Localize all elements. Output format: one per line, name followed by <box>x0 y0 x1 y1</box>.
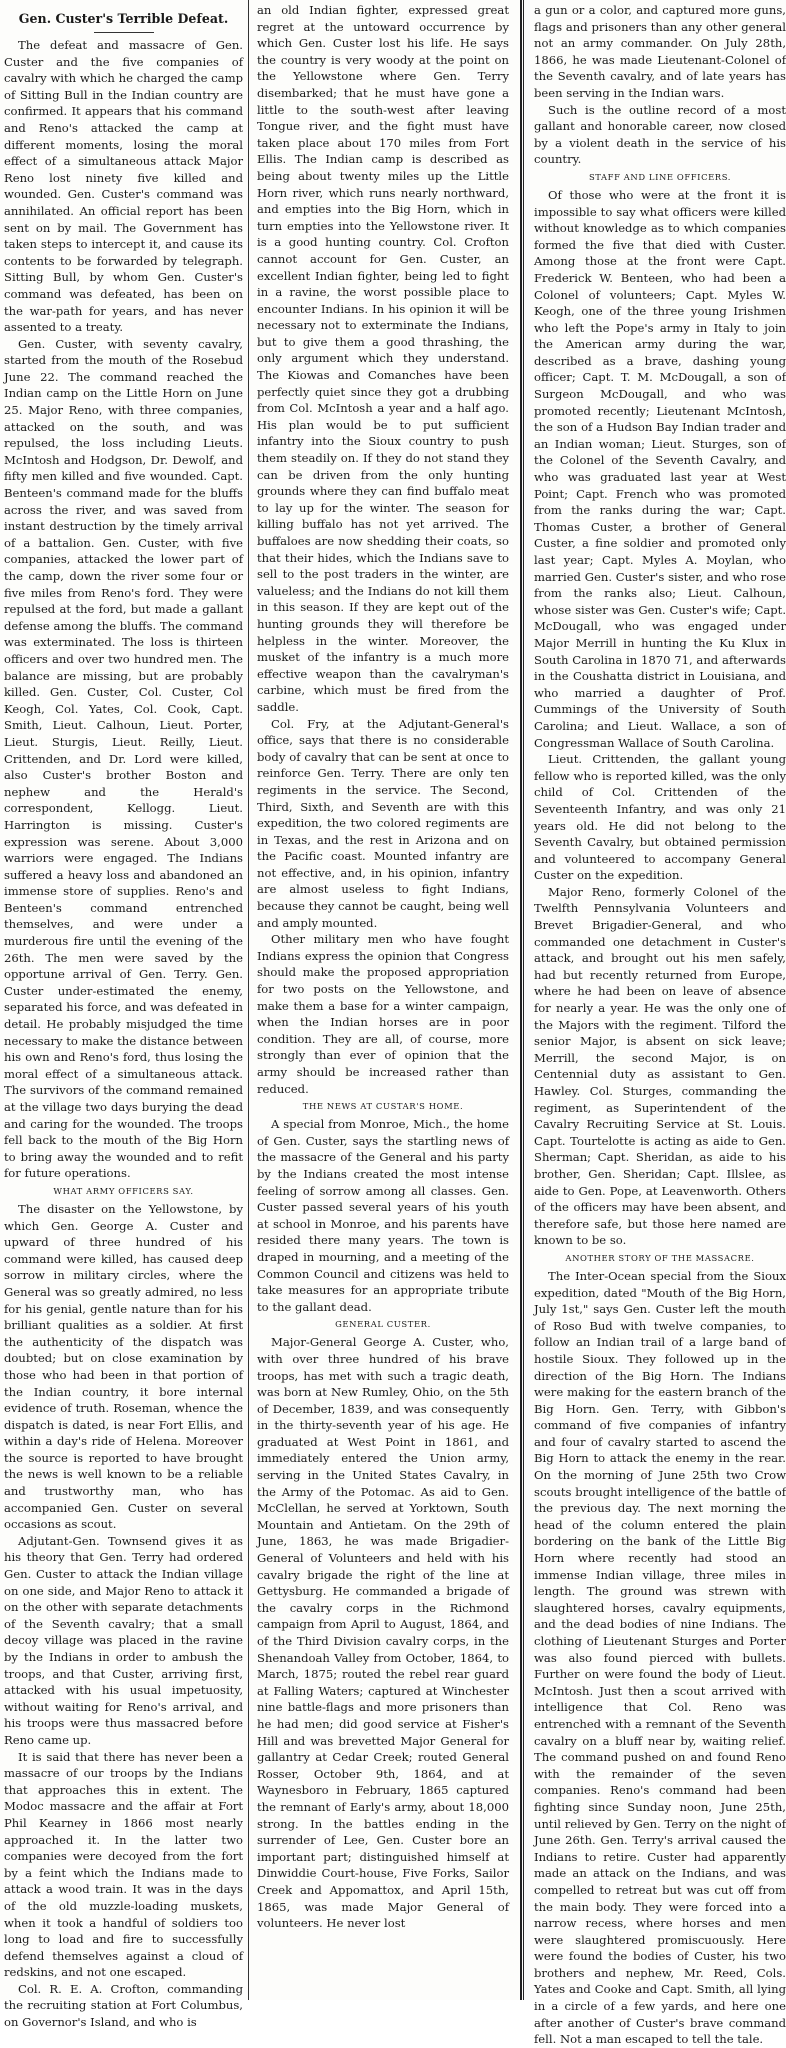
paragraph: Gen. Custer, with seventy cavalry, started from the mouth of the Rosebud June 22. The command reached the Indian camp on the Little Horn on June 25. Major Reno, with three companies, attacked on the south, and was repulsed, the loss including Lieuts. McIntosh and Hodgson, Dr. Dewolf, and fifty men killed and five wounded. Capt. Benteen's command made for the bluffs across the river, and was saved from instant destruction by the timely arrival of a battalion. Gen. Custer, with five companies, attacked the lower part of the camp, down the river some four or five miles from Reno's ford. They were repulsed at the ford, but made a gallant defense among the bluffs. The command was exterminated. The loss is thirteen officers and over two hundred men. The balance are missing, but are probably killed. Gen. Custer, Col. Custer, Col Keogh, Col. Yates, Col. Cook, Capt. Smith, Lieut. Calhoun, Lieut. Porter, Lieut. Sturgis, Lieut. Reilly, Lieut. Crittenden, and Dr. Lord were killed, also Custer's brother Boston and nephew and the Herald's correspondent, Kellogg. Lieut. Harrington is missing. Custer's expression was serene. About 3,000 warriors were engaged. The Indians suffered a heavy loss and abandoned an immense store of supplies. Reno's and Benteen's command entrenched themselves, and were under a murderous fire until the evening of the 26th. The men were saved by the opportune arrival of Gen. Terry. Gen. Custer under-estimated the enemy, separated his force, and was defeated in detail. He probably misjudged the time necessary to make the distance between his own and Reno's ford, thus losing the moral effect of a simultaneous attack. The survivors of the command remained at the village two days burying the dead and caring for the wounded. The troops fell back to the mouth of the Big Horn to bring away the wounded and to refit for future operations. <box>4 336 243 1181</box>
column-2 <box>251 0 515 2000</box>
paragraph: The disaster on the Yellowstone, by which Gen. George A. Custer and upward of three hundred of his command were killed, has caused deep sorrow in military circles, where the General was so greatly admired, no less for his genial, gentle nature than for his brilliant qualities as a soldier. At first the authenticity of the dispatch was doubted; but on close examination by those who had been in that portion of the Indian country, it bore internal evidence of truth. Roseman, whence the dispatch is dated, is near Fort Ellis, and within a day's ride of Helena. Moreover the source is reported to have brought the news is well known to be a reliable and trustworthy man, who has accompanied Gen. Custer on several occasions as scout. <box>4 1201 243 1532</box>
section-heading: STAFF AND LINE OFFICERS. <box>588 171 732 182</box>
section-heading: THE NEWS AT CUSTAR'S HOME. <box>302 1101 464 1112</box>
column-1 <box>0 0 247 2030</box>
paragraph: Col. Fry, at the Adjutant-General's office, says that there is no considerable body of cavalry that can be sent at once to reinforce Gen. Terry. There are only ten regiments in the service. The Second, Third, Sixth, and Seventh are with this expedition, the two colored regiments are in Texas, and the rest in Arizona and on the Pacific coast. Mounted infantry are not effective, and, in his opinion, infantry are almost useless to fight Indians, because they cannot be caught, being well and amply mounted. <box>257 716 509 930</box>
paragraph: Major Reno, formerly Colonel of the Twelfth Pennsylvania Volunteers and Brevet Brigadier-General, and who commanded one detachment in Custer's attack, and brought out his men safely, had but recently returned from Europe, where he had been on leave of absence for nearly a year. He was the only one of the Majors with the regiment. Tilford the senior Major, is absent on sick leave; Merrill, the second Major, is on Centennial duty as assistant to Gen. Hawley. Col. Sturges, commanding the regiment, as Superintendent of the Cavalry Recruiting Service at St. Louis. Capt. Tourtelotte is acting as aide to Gen. Sherman; Capt. Sheridan, as aide to his brother, Gen. Sheridan; Capt. Illslee, as aide to Gen. Pope, at Leavenworth. Others of the officers may have been absent, and therefore safe, but those here named are known to be so. <box>534 884 786 1248</box>
paragraph: It is said that there has never been a massacre of our troops by the Indians that approaches this in extent. The Modoc massacre and the affair at Fort Phil Kearney in 1866 most nearly approached it. In the latter two companies were decoyed from the fort by a feint which the Indians made to attack a wood train. It was in the days of the old muzzle-loading muskets, when it took a handful of soldiers too long to load and fire to successfully defend themselves against a cloud of redskins, and not one escaped. <box>4 1749 243 1980</box>
paragraph: The Inter-Ocean special from the Sioux expedition, dated "Mouth of the Big Horn, July 1st," says Gen. Custer left the mouth of Roso Bud with twelve companies, to follow an Indian trail of a large band of hostile Sioux. They followed up in the direction of the Big Horn. The Indians were making for the eastern branch of the Big Horn. Gen. Terry, with Gibbon's command of five companies of infantry and four of cavalry started to ascend the Big Horn to attack the enemy in the rear. On the morning of June 25th two Crow scouts brought intelligence of the battle of the previous day. The next morning the head of the column entered the plain bordering on the bank of the Little Big Horn where recently had stood an immense Indian village, three miles in length. The ground was strewn with slaughtered horses, cavalry equipments, and the dead bodies of nine Indians. The clothing of Lieutenant Sturges and Porter was also found pierced with bullets. Further on were found the body of Lieut. McIntosh. Just then a scout arrived with intelligence that Col. Reno was entrenched with a remnant of the Seventh cavalry on a bluff near by, waiting relief. The command pushed on and found Reno with the remainder of the seven companies. Reno's command had been fighting since Sunday noon, June 25th, until relieved by Gen. Terry on the night of June 26th. Gen. Terry's arrival caused the Indians to retire. Custer had apparently made an attack on the Indians, and was compelled to retreat but was cut off from the main body. They were forced into a narrow recess, where horses and men were slaughtered promiscuously. Here were found the bodies of Custer, his two brothers and nephew, Mr. Reed, Cols. Yates and Cooke and Capt. Smith, all lying in a circle of a few yards, and here one after another of Custer's brave command fell. Not a man escaped to tell the tale. <box>534 1268 786 2047</box>
paragraph: Such is the outline record of a most gallant and honorable career, now closed by a violent death in the service of his country. <box>534 102 786 167</box>
paragraph: Lieut. Crittenden, the gallant young fellow who is reported killed, was the only child of Col. Crittenden of the Seventeenth Infantry, and was only 21 years old. He did not belong to the Seventh Cavalry, but obtained permission and volunteered to accompany General Custer on the expedition. <box>534 752 786 883</box>
section-heading: GENERAL CUSTER. <box>335 1319 431 1330</box>
paragraph-continued: a gun or a color, and captured more guns, flags and prisoners than any other general not an army commander. On July 28th, 1866, he was made Lieutenant-Colonel of the Seventh cavalry, and of late years has been serving in the Indian wars. <box>534 3 786 100</box>
column-3 <box>526 0 786 2047</box>
section-heading: ANOTHER STORY OF THE MASSACRE. <box>565 1252 755 1263</box>
article-headline: Gen. Custer's Terrible Defeat. <box>4 10 243 33</box>
paragraph: Col. R. E. A. Crofton, commanding the recruiting station at Fort Columbus, on Governor's Island, and who is <box>4 1981 243 2030</box>
paragraph: The defeat and massacre of Gen. Custer and the five companies of cavalry with which he charged the camp of Sitting Bull in the Indian country are confirmed. It appears that his command and Reno's attacked the camp at different moments, losing the moral effect of a simultaneous attack Major Reno lost ninety five killed and wounded. Gen. Custer's command was annihilated. An official report has been sent on by mail. The Government has taken steps to intercept it, and cause its contents to be forwarded by telegraph. Sitting Bull, by whom Gen. Custer's command was defeated, has been on the war-path for years, and has never assented to a treaty. <box>4 38 243 335</box>
column-rule-double <box>523 0 524 2000</box>
paragraph: Major-General George A. Custer, who, with over three hundred of his brave troops, has met with such a tragic death, was born at New Rumley, Ohio, on the 5th of December, 1839, and was consequently in the thirty-seventh year of his age. He graduated at West Point in 1861, and immediately entered the Union army, serving in the United States Cavalry, in the Army of the Potomac. As aid to Gen. McClellan, he served at Yorktown, South Mountain and Antietam. On the 29th of June, 1863, he was made Brigadier-General of Volunteers and held with his cavalry brigade the right of the line at Gettysburg. He commanded a brigade of the cavalry corps in the Richmond campaign from April to August, 1864, and of the Third Division cavalry corps, in the Shenandoah Valley from October, 1864, to March, 1875; routed the rebel rear guard at Falling Waters; captured at Winchester nine battle-flags and more prisoners than he had men; did good service at Fisher's Hill and was brevetted Major General for gallantry at Cedar Creek; routed General Rosser, October 9th, 1864, and at Waynesboro in February, 1865 captured the remnant of Early's army, about 18,000 strong. In the battles ending in the surrender of Lee, Gen. Custer bore an important part; distinguished himself at Dinwiddie Court-house, Five Forks, Sailor Creek and Appomattox, and April 15th, 1865, was made Major General of volunteers. He never lost <box>257 1335 509 1931</box>
column-rule-double <box>520 0 522 2000</box>
paragraph: Adjutant-Gen. Townsend gives it as his theory that Gen. Terry had ordered Gen. Custer to attack the Indian village on one side, and Major Reno to attack it on the other with separate detachments of the Seventh cavalry; that a small decoy village was placed in the ravine by the Indians in order to ambush the troops, and that Custer, arriving first, attacked with his usual impetuosity, without waiting for Reno's arrival, and his troops were thus massacred before Reno came up. <box>4 1533 243 1747</box>
section-heading: WHAT ARMY OFFICERS SAY. <box>53 1185 194 1196</box>
column-rule <box>248 0 249 2000</box>
paragraph: A special from Monroe, Mich., the home of Gen. Custer, says the startling news of the massacre of the General and his party by the Indians created the most intense feeling of sorrow among all classes. Gen. Custer passed several years of his youth at school in Monroe, and his parents have resided there many years. The town is draped in mourning, and a meeting of the Common Council and citizens was held to take measures for an appropriate tribute to the gallant dead. <box>257 1117 509 1314</box>
paragraph: Other military men who have fought Indians express the opinion that Congress should make the proposed appropriation for two posts on the Yellowstone, and make them a base for a winter campaign, when the Indian horses are in poor condition. They are all, of course, more strongly than ever of opinion that the army should be increased rather than reduced. <box>257 932 509 1096</box>
paragraph-continued: an old Indian fighter, expressed great regret at the untoward occurrence by which Gen. Custer lost his life. He says the country is very woody at the point on the Yellowstone where Gen. Terry disembarked; that he must have gone a little to the south-west after leaving Tongue river, and the fight must have taken place about 170 miles from Fort Ellis. The Indian camp is described as being about twenty miles up the Little Horn river, which runs nearly northward, and empties into the Big Horn, which in turn empties into the Yellowstone river. It is a good hunting country. Col. Crofton cannot account for Gen. Custer, an excellent Indian fighter, being led to fight in a ravine, the worst possible place to encounter Indians. In his opinion it will be necessary not to exterminate the Indians, but to give them a good thrashing, the only argument which they understand. The Kiowas and Comanches have been perfectly quiet since they got a drubbing from Col. McIntosh a year and a half ago. His plan would be to put sufficient infantry into the Sioux country to push them steadily on. If they do not stand they can be driven from the only hunting grounds where they can find buffalo meat to lay up for the winter. The season for killing buffalo has not yet arrived. The buffaloes are now shedding their coats, so that their hides, which the Indians save to sell to the post traders in the winter, are valueless; and the Indians do not kill them in this season. If they are kept out of the hunting grounds they will therefore be helpless in the winter. Moreover, the musket of the infantry is a much more effective weapon than the cavalryman's carbine, which must be fired from the saddle. <box>257 3 509 714</box>
paragraph: Of those who were at the front it is impossible to say what officers were killed without knowledge as to which companies formed the five that died with Custer. Among those at the front were Capt. Frederick W. Benteen, who had been a Colonel of volunteers; Capt. Myles W. Keogh, one of the three young Irishmen who left the Pope's army in Italy to join the American army during the war, described as a brave, dashing young officer; Capt. T. M. McDougall, a son of Surgeon McDougall, and who was promoted recently; Lieutenant McIntosh, the son of a Hudson Bay Indian trader and an Indian woman; Lieut. Sturges, son of the Colonel of the Seventh Cavalry, and who was graduated last year at West Point; Capt. French who was promoted from the ranks during the war; Capt. Thomas Custer, a brother of General Custer, a fine soldier and promoted only last year; Capt. Myles A. Moylan, who married Gen. Custer's sister, and who rose from the ranks also; Lieut. Calhoun, whose sister was Gen. Custer's wife; Capt. McDougall, who was engaged under Major Merrill in hunting the Ku Klux in South Carolina in 1870 71, and afterwards in the Coushatta district in Louisiana, and who married a daughter of Prof. Cummings of the University of South Carolina; and Lieut. Wallace, a son of Congressman Wallace of South Carolina. <box>534 187 786 750</box>
